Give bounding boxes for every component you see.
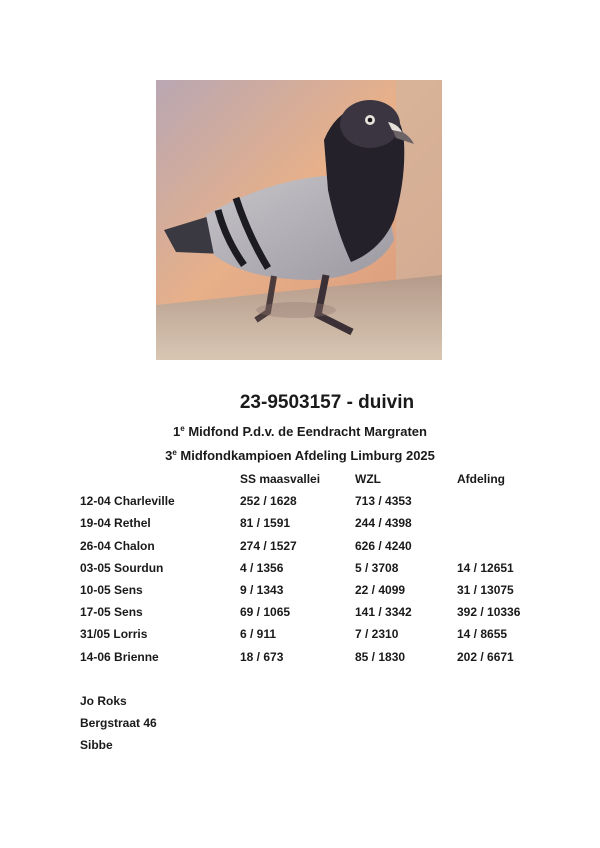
ring-number-title: 23-9503157 - duivin: [239, 392, 415, 413]
rank-number: 1: [173, 424, 181, 439]
rank-suffix: e: [180, 424, 185, 433]
race-cell: 17-05 Sens: [80, 605, 143, 619]
ss-cell: 6 / 911: [240, 627, 277, 641]
wzl-cell: 141 / 3342: [355, 605, 412, 619]
wzl-cell: 626 / 4240: [355, 539, 412, 553]
owner-city: Sibbe: [80, 738, 113, 752]
race-cell: 26-04 Chalon: [80, 539, 155, 553]
table-row: [0, 516, 600, 532]
race-cell: 03-05 Sourdun: [80, 561, 164, 575]
ss-cell: 18 / 673: [240, 650, 284, 664]
table-row: [0, 583, 600, 599]
ss-cell: 4 / 1356: [240, 561, 284, 575]
wzl-cell: 5 / 3708: [355, 561, 399, 575]
wzl-cell: 22 / 4099: [355, 583, 406, 597]
table-row: [0, 494, 600, 510]
column-header-wzl: WZL: [355, 472, 381, 486]
afdeling-cell: 202 / 6671: [457, 650, 514, 664]
pigeon-photo: [156, 80, 442, 360]
ss-cell: 9 / 1343: [240, 583, 284, 597]
rank-number: 3: [165, 448, 173, 463]
afdeling-cell: 14 / 12651: [457, 561, 514, 575]
table-row: [0, 539, 600, 555]
table-row: [0, 605, 600, 621]
rank-suffix: e: [172, 448, 177, 457]
race-cell: 19-04 Rethel: [80, 516, 151, 530]
column-header-ss: SS maasvallei: [240, 472, 321, 486]
ss-cell: 81 / 1591: [240, 516, 291, 530]
afdeling-cell: 14 / 8655: [457, 627, 508, 641]
afdeling-cell: 31 / 13075: [457, 583, 514, 597]
race-cell: 14-06 Brienne: [80, 650, 159, 664]
owner-street: Bergstraat 46: [80, 716, 157, 730]
table-row: [0, 650, 600, 666]
achievement-text: Midfond P.d.v. de Eendracht Margraten: [184, 424, 427, 439]
ss-cell: 274 / 1527: [240, 539, 297, 553]
ss-cell: 252 / 1628: [240, 494, 297, 508]
achievement-text: Midfondkampioen Afdeling Limburg 2025: [176, 448, 435, 463]
table-row: [0, 627, 600, 643]
ss-cell: 69 / 1065: [240, 605, 291, 619]
achievement-line-1: [0, 424, 600, 439]
race-cell: 12-04 Charleville: [80, 494, 175, 508]
wzl-cell: 713 / 4353: [355, 494, 412, 508]
race-cell: 31/05 Lorris: [80, 627, 148, 641]
owner-name: Jo Roks: [80, 694, 127, 708]
column-header-afdeling: Afdeling: [457, 472, 505, 486]
wzl-cell: 244 / 4398: [355, 516, 412, 530]
race-cell: 10-05 Sens: [80, 583, 143, 597]
results-table-header: [0, 472, 600, 488]
table-row: [0, 561, 600, 577]
wzl-cell: 85 / 1830: [355, 650, 406, 664]
afdeling-cell: 392 / 10336: [457, 605, 521, 619]
wzl-cell: 7 / 2310: [355, 627, 399, 641]
achievement-line-2: [0, 448, 600, 463]
